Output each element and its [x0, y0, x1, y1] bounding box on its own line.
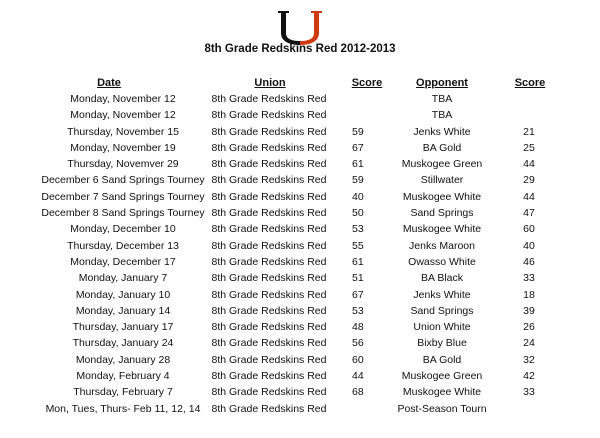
table-row: [0, 288, 600, 304]
row-date: Monday, December 17: [70, 255, 176, 268]
row-union: 8th Grade Redskins Red: [211, 288, 327, 301]
row-union: 8th Grade Redskins Red: [211, 223, 327, 236]
row-opponent: Muskogee Green: [401, 158, 483, 171]
row-date: Monday, January 7: [78, 272, 168, 285]
row-opponent-score: 18: [523, 288, 535, 301]
row-opponent: Jenks White: [413, 125, 471, 138]
row-score: 44: [352, 370, 364, 383]
row-opponent-score: 39: [523, 304, 535, 317]
row-opponent-score: 32: [523, 353, 535, 366]
row-union: 8th Grade Redskins Red: [211, 304, 327, 317]
row-score: 50: [352, 207, 364, 220]
row-union: 8th Grade Redskins Red: [211, 109, 327, 122]
row-opponent-score: 33: [523, 272, 535, 285]
row-union: 8th Grade Redskins Red: [211, 93, 327, 105]
table-row: [0, 125, 600, 141]
table-row: [0, 271, 600, 287]
row-opponent-score: 40: [523, 239, 535, 252]
row-opponent: TBA: [431, 93, 453, 105]
row-union: 8th Grade Redskins Red: [211, 174, 327, 187]
table-row: [0, 141, 600, 157]
row-union: 8th Grade Redskins Red: [211, 321, 327, 334]
row-score: 55: [352, 239, 364, 252]
row-score: 48: [352, 321, 364, 334]
row-score: 67: [352, 288, 364, 301]
row-opponent: Post-Season Tourn: [397, 402, 487, 415]
logo-left-half: [278, 11, 300, 45]
row-opponent: Muskogee White: [402, 386, 482, 399]
table-row: [0, 173, 600, 189]
row-score: 60: [352, 353, 364, 366]
row-union: 8th Grade Redskins Red: [211, 402, 327, 415]
row-opponent: Jenks White: [413, 288, 471, 301]
header-score: Score: [351, 77, 383, 89]
row-date: Monday, November 12: [70, 93, 176, 105]
row-score: 67: [352, 141, 364, 154]
row-opponent-score: 24: [523, 337, 535, 350]
row-date: Thursday, January 17: [72, 321, 174, 334]
row-opponent: Union White: [413, 321, 471, 334]
logo-right-half: [300, 11, 322, 45]
row-union: 8th Grade Redskins Red: [211, 255, 327, 268]
row-opponent: Stillwater: [420, 174, 464, 187]
row-opponent-score: 33: [523, 386, 535, 399]
row-opponent-score: 47: [523, 207, 535, 220]
row-date: December 7 Sand Springs Tourney: [41, 190, 205, 203]
row-score: 56: [352, 337, 364, 350]
row-opponent: Owasso White: [408, 255, 476, 268]
row-opponent: TBA: [431, 109, 453, 122]
row-union: 8th Grade Redskins Red: [211, 141, 327, 154]
table-row: [0, 239, 600, 255]
row-opponent-score: 60: [523, 223, 535, 236]
row-date: Thursday, January 24: [72, 337, 174, 350]
row-union: 8th Grade Redskins Red: [211, 337, 327, 350]
header-union: Union: [254, 77, 286, 89]
table-row: [0, 336, 600, 352]
table-row: [0, 385, 600, 401]
row-union: 8th Grade Redskins Red: [211, 386, 327, 399]
table-row: [0, 304, 600, 320]
row-opponent: Sand Springs: [410, 207, 474, 220]
row-union: 8th Grade Redskins Red: [211, 207, 327, 220]
row-opponent-score: 25: [523, 141, 535, 154]
table-row: [0, 108, 600, 124]
row-score: 51: [352, 272, 364, 285]
row-date: Monday, December 10: [70, 223, 176, 236]
row-opponent-score: 46: [523, 255, 535, 268]
row-opponent: Bixby Blue: [417, 337, 467, 350]
row-date: Monday, November 19: [70, 141, 176, 154]
row-score: 59: [352, 174, 364, 187]
row-score: 53: [352, 223, 364, 236]
row-opponent: Muskogee Green: [401, 370, 483, 383]
row-date: Monday, February 4: [76, 370, 170, 383]
row-date: December 8 Sand Springs Tourney: [41, 207, 205, 220]
header-date: Date: [97, 77, 121, 89]
row-score: 68: [352, 386, 364, 399]
table-row: [0, 206, 600, 222]
row-opponent-score: 44: [523, 158, 535, 171]
table-row: [0, 190, 600, 206]
table-row: [0, 255, 600, 271]
row-date: Thursday, Novemver 29: [67, 158, 179, 171]
row-opponent-score: 26: [523, 321, 535, 334]
row-opponent: Jenks Maroon: [409, 239, 475, 252]
schedule-title: 8th Grade Redskins Red 2012-2013: [204, 43, 396, 55]
row-score: 53: [352, 304, 364, 317]
table-row: [0, 157, 600, 173]
row-score: 61: [352, 158, 364, 171]
table-header: [0, 77, 600, 91]
row-opponent-score: 42: [523, 370, 535, 383]
row-date: Thursday, November 15: [67, 125, 179, 138]
row-score: 40: [352, 190, 364, 203]
row-score: 59: [352, 125, 364, 138]
table-row: [0, 353, 600, 369]
row-opponent: BA Gold: [422, 353, 462, 366]
table-row: [0, 222, 600, 238]
row-union: 8th Grade Redskins Red: [211, 272, 327, 285]
table-row: [0, 320, 600, 336]
row-union: 8th Grade Redskins Red: [211, 370, 327, 383]
row-opponent: Sand Springs: [410, 304, 474, 317]
row-date: Mon, Tues, Thurs- Feb 11, 12, 14: [45, 402, 201, 415]
row-date: Monday, January 10: [75, 288, 171, 301]
row-opponent-score: 29: [523, 174, 535, 187]
row-date: Monday, January 14: [75, 304, 171, 317]
union-u-logo: [278, 11, 322, 45]
row-score: 61: [352, 255, 364, 268]
table-row: [0, 369, 600, 385]
table-row: [0, 402, 600, 418]
row-union: 8th Grade Redskins Red: [211, 353, 327, 366]
row-union: 8th Grade Redskins Red: [211, 158, 327, 171]
row-opponent: BA Black: [420, 272, 464, 285]
row-opponent-score: 21: [523, 125, 535, 138]
schedule-table: [0, 92, 600, 418]
row-date: Monday, November 12: [70, 109, 176, 122]
row-opponent-score: 44: [523, 190, 535, 203]
row-union: 8th Grade Redskins Red: [211, 125, 327, 138]
row-date: December 6 Sand Springs Tourney: [41, 174, 205, 187]
table-row: [0, 92, 600, 108]
row-opponent: Muskogee White: [402, 190, 482, 203]
row-union: 8th Grade Redskins Red: [211, 239, 327, 252]
row-date: Monday, January 28: [75, 353, 171, 366]
row-date: Thursday, February 7: [73, 386, 173, 399]
row-date: Thursday, December 13: [67, 239, 179, 252]
header-opponent: Opponent: [416, 77, 468, 89]
row-union: 8th Grade Redskins Red: [211, 190, 327, 203]
row-opponent: BA Gold: [422, 141, 462, 154]
header-opponent-score: Score: [514, 77, 546, 89]
row-opponent: Muskogee White: [402, 223, 482, 236]
